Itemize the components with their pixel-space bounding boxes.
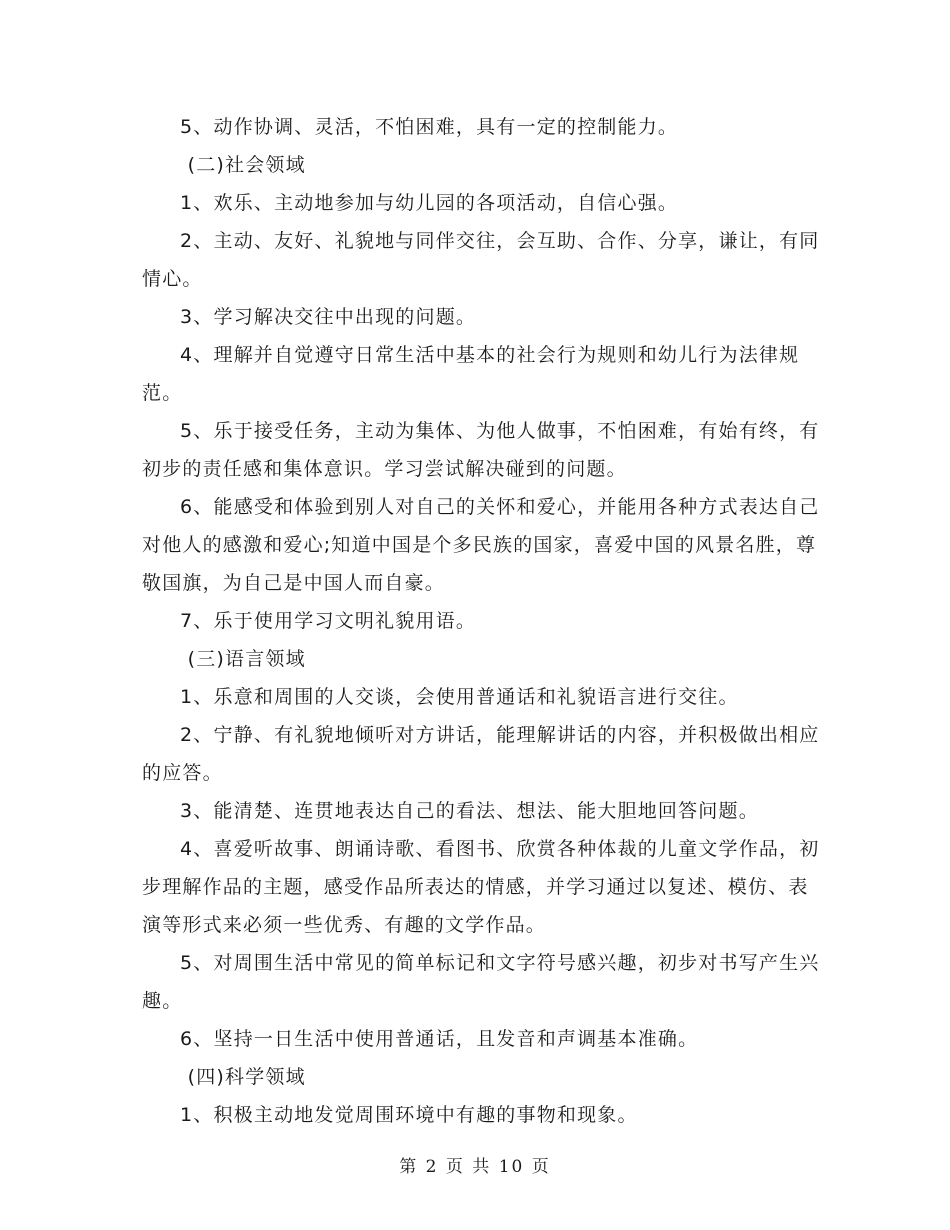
paragraph: 2、主动、友好、礼貌地与同伴交往，会互助、合作、分享，谦让，有同情心。 xyxy=(142,230,820,290)
paragraph: 7、乐于使用学习文明礼貌用语。 xyxy=(180,610,477,632)
paragraph: 2、宁静、有礼貌地倾听对方讲话，能理解讲话的内容，并积极做出相应的应答。 xyxy=(142,724,820,784)
section-heading: (二)社会领域 xyxy=(187,154,306,176)
paragraph: 4、理解并自觉遵守日常生活中基本的社会行为规则和幼儿行为法律规范。 xyxy=(142,344,800,404)
paragraph: 1、乐意和周围的人交谈，会使用普通话和礼貌语言进行交往。 xyxy=(180,686,739,708)
paragraph: 3、能清楚、连贯地表达自己的看法、想法、能大胆地回答问题。 xyxy=(180,800,759,822)
paragraph: 5、乐于接受任务，主动为集体、为他人做事，不怕困难，有始有终，有初步的责任感和集体意识。学习尝试解决碰到的问题。 xyxy=(142,420,820,480)
document-body xyxy=(142,108,822,1134)
paragraph: 1、欢乐、主动地参加与幼儿园的各项活动，自信心强。 xyxy=(180,192,679,214)
section-heading: (三)语言领域 xyxy=(187,648,306,670)
section-heading: (四)科学领域 xyxy=(187,1066,306,1088)
paragraph: 3、学习解决交往中出现的问题。 xyxy=(180,306,477,328)
paragraph: 1、积极主动地发觉周围环境中有趣的事物和现象。 xyxy=(180,1104,638,1126)
paragraph: 4、喜爱听故事、朗诵诗歌、看图书、欣赏各种体裁的儿童文学作品，初步理解作品的主题，感受作品所表达的情感，并学习通过以复述、模仿、表演等形式来必须一些优秀、有趣的文学作品。 xyxy=(142,838,820,936)
paragraph: 5、动作协调、灵活，不怕困难，具有一定的控制能力。 xyxy=(180,116,679,138)
paragraph: 6、坚持一日生活中使用普通话，且发音和声调基本准确。 xyxy=(180,1028,699,1050)
paragraph: 5、对周围生活中常见的简单标记和文字符号感兴趣，初步对书写产生兴趣。 xyxy=(142,952,820,1012)
page-number-footer: 第 2 页 共 10 页 xyxy=(399,1157,551,1177)
paragraph: 6、能感受和体验到别人对自己的关怀和爱心，并能用各种方式表达自己对他人的感激和爱心;知道中国是个多民族的国家，喜爱中国的风景名胜，尊敬国旗，为自己是中国人而自豪。 xyxy=(142,496,820,594)
